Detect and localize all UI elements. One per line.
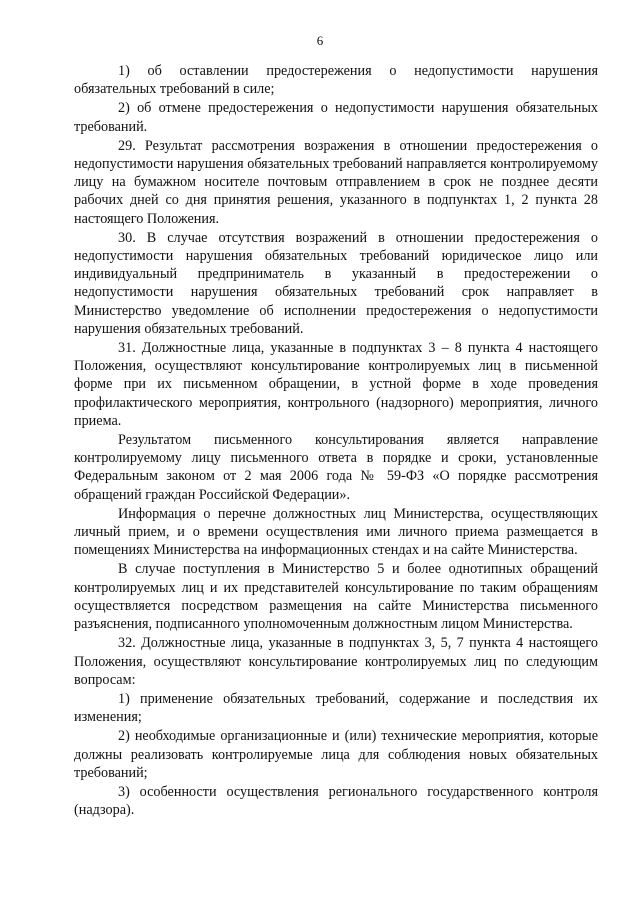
page-number: 6 [316, 33, 324, 48]
paragraph-30: 30. В случае отсутствия возражений в отношении предостережения о недопустимости нарушения обязательных требований юридическое лицо или индивидуальный предприниматель в указанный в предостережении о недопустимости нарушения обязательных требований срок направляет в Министерство уведомление об исполнении предостережения о недопустимости нарушения обязательных требований. [74, 229, 598, 337]
paragraph-2-cancel-warning: 2) об отмене предостережения о недопустимости нарушения обязательных требований. [74, 100, 598, 135]
list-item-3-control-features: 3) особенности осуществления регионального государственного контроля (надзора). [74, 783, 598, 819]
list-item-2-measures: 2) необходимые организационные и (или) технические мероприятия, которые должны реализовать контролируемые лица для соблюдения новых обязательных требований; [74, 728, 598, 781]
document-body [74, 62, 598, 820]
paragraph-29: 29. Результат рассмотрения возражения в отношении предостережения о недопустимости нарушения обязательных требований направляется контролируемому лицу на бумажном носителе почтовым отправлением в срок не позднее десяти рабочих дней со дня принятия решения, указанного в подпунктах 1, 2 пункта 28 настоящего Положения. [74, 137, 598, 227]
paragraph-similar-requests: В случае поступления в Министерство 5 и более однотипных обращений контролируемых лиц и их представителей консультирование по таким обращениям осуществляется посредством размещения на сайте Министерства письменного разъяснения, подписанного уполномоченным должностным лицом Министерства. [74, 561, 598, 633]
paragraph-31: 31. Должностные лица, указанные в подпунктах 3 – 8 пункта 4 настоящего Положения, осуществляют консультирование контролируемых лиц в письменной форме при их письменном обращении, в устной форме в ходе проведения профилактического мероприятия, контрольного (надзорного) мероприятия, личного приема. [74, 340, 598, 429]
paragraph-personal-reception-info: Информация о перечне должностных лиц Министерства, осуществляющих личный прием, и о времени осуществления ими личного приема размещается в помещениях Министерства на информационных стендах и на сайте Министерства. [74, 505, 598, 559]
paragraph-written-consultation-result: Результатом письменного консультирования является направление контролируемому лицу письменного ответа в порядке и сроки, установленные Федеральным законом от 2 мая 2006 года № 59-ФЗ «О порядке рассмотрения обращений граждан Российской Федерации». [74, 432, 598, 503]
list-item-1-requirements: 1) применение обязательных требований, содержание и последствия их изменения; [74, 690, 598, 726]
paragraph-1-leave-warning-in-force: 1) об оставлении предостережения о недопустимости нарушения обязательных требований в силе; [74, 63, 598, 98]
paragraph-32: 32. Должностные лица, указанные в подпунктах 3, 5, 7 пункта 4 настоящего Положения, осуществляют консультирование контролируемых лиц по следующим вопросам: [74, 635, 598, 688]
